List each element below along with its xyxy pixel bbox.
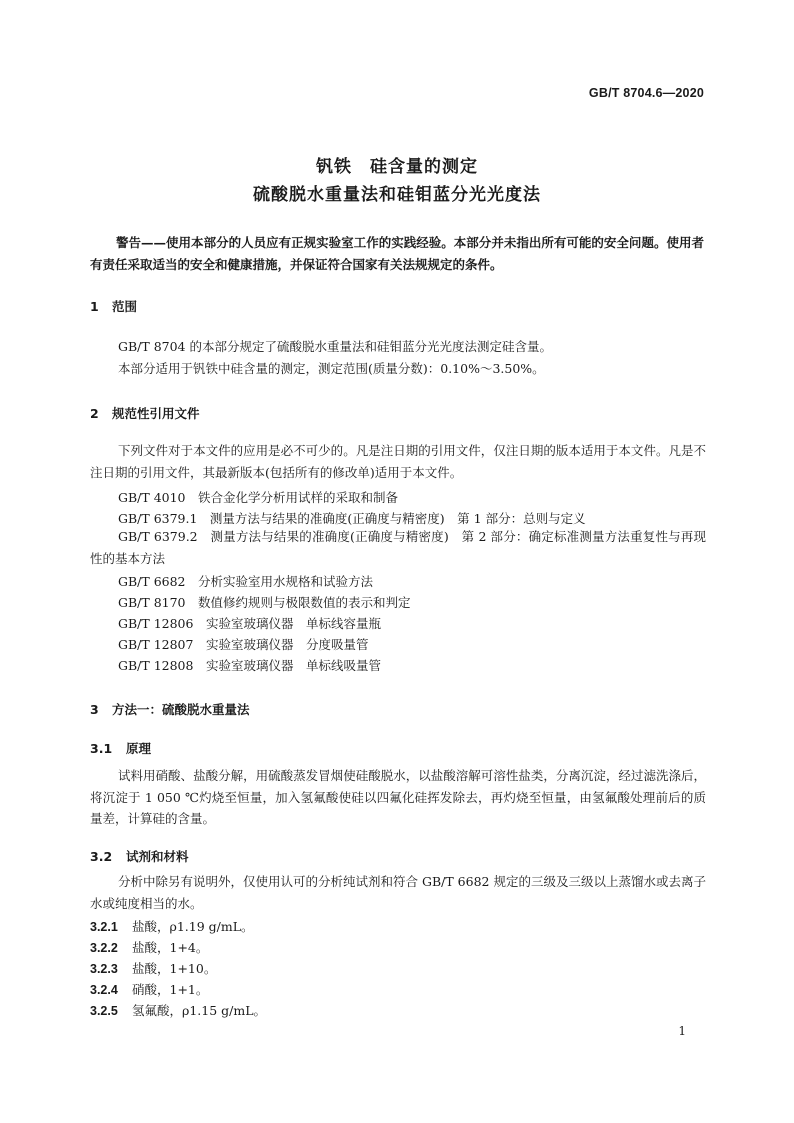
reagent-number: 3.2.1: [90, 920, 118, 934]
section-title: 方法一：硫酸脱水重量法: [112, 702, 250, 717]
section-1-heading: [90, 297, 137, 315]
standard-number: GB/T 8704.6—2020: [588, 86, 704, 100]
reagent-item: [90, 938, 208, 956]
reagent-item: [90, 959, 216, 977]
scope-paragraph-1: GB/T 8704 的本部分规定了硫酸脱水重量法和硅钼蓝分光光度法测定硅含量。: [118, 339, 552, 354]
reference-item: GB/T 8170 数值修约规则与极限数值的表示和判定: [118, 595, 411, 610]
reagent-number: 3.2.2: [90, 941, 118, 955]
reference-item-long: GB/T 6379.2 测量方法与结果的准确度(正确度与精密度) 第 2 部分：确定标准测量方法重复性与再现性的基本方法: [90, 529, 706, 566]
reagent-number: 3.2.5: [90, 1004, 118, 1018]
section-2-heading: [90, 404, 200, 422]
reference-item: GB/T 4010 铁合金化学分析用试样的采取和制备: [118, 490, 399, 505]
reference-item: GB/T 12808 实验室玻璃仪器 单标线吸量管: [118, 658, 381, 673]
section-number: 3: [90, 702, 99, 717]
section-title: 试剂和材料: [126, 849, 189, 864]
reagents-paragraph: 分析中除另有说明外，仅使用认可的分析纯试剂和符合 GB/T 6682 规定的三级及三级以上蒸馏水或去离子水或纯度相当的水。: [90, 874, 706, 911]
references-intro: 下列文件对于本文件的应用是必不可少的。凡是注日期的引用文件，仅注日期的版本适用于本文件。凡是不注日期的引用文件，其最新版本(包括所有的修改单)适用于本文件。: [90, 443, 706, 480]
reagent-number: 3.2.4: [90, 983, 118, 997]
reagent-item: [90, 980, 208, 998]
section-number: 2: [90, 406, 99, 421]
reference-item: GB/T 12807 实验室玻璃仪器 分度吸量管: [118, 637, 369, 652]
reagent-text: 氢氟酸，ρ1.15 g/mL。: [132, 1003, 267, 1018]
document-title-line1: 钒铁 硅含量的测定: [316, 157, 478, 177]
reagent-text: 盐酸，ρ1.19 g/mL。: [132, 919, 254, 934]
section-number: 3.1: [90, 741, 113, 756]
reagent-text: 盐酸，1+4。: [132, 940, 209, 955]
section-title: 范围: [112, 299, 138, 314]
section-number: 1: [90, 299, 99, 314]
reference-item: GB/T 6682 分析实验室用水规格和试验方法: [118, 574, 374, 589]
reference-item: GB/T 12806 实验室玻璃仪器 单标线容量瓶: [118, 616, 381, 631]
reference-item: GB/T 6379.1 测量方法与结果的准确度(正确度与精密度) 第 1 部分：总则与定义: [118, 511, 586, 526]
reagent-item: [90, 917, 254, 935]
reagent-item: [90, 1001, 266, 1019]
section-title: 规范性引用文件: [112, 406, 200, 421]
warning-paragraph: 警告——使用本部分的人员应有正规实验室工作的实践经验。本部分并未指出所有可能的安全问题。使用者有责任采取适当的安全和健康措施，并保证符合国家有关法规规定的条件。: [90, 235, 704, 272]
principle-paragraph: 试料用硝酸、盐酸分解，用硫酸蒸发冒烟使硅酸脱水，以盐酸溶解可溶性盐类，分离沉淀，经过滤洗涤后，将沉淀于 1 050 ℃灼烧至恒量，加入氢氟酸使硅以四氟化硅挥发除去，再灼烧至恒量，由氢氟酸处理前后的质量差，计算硅的含量。: [90, 768, 706, 826]
section-title: 原理: [126, 741, 152, 756]
section-3-heading: [90, 700, 250, 718]
reagent-text: 盐酸，1+10。: [132, 961, 217, 976]
page-number: 1: [678, 1024, 686, 1038]
scope-paragraph-2: 本部分适用于钒铁中硅含量的测定，测定范围(质量分数)：0.10%～3.50%。: [118, 361, 545, 376]
section-3-2-heading: [90, 847, 189, 865]
section-3-1-heading: [90, 739, 151, 757]
reagent-number: 3.2.3: [90, 962, 118, 976]
section-number: 3.2: [90, 849, 113, 864]
document-title-line2: 硫酸脱水重量法和硅钼蓝分光光度法: [253, 185, 541, 205]
reagent-text: 硝酸，1+1。: [132, 982, 209, 997]
